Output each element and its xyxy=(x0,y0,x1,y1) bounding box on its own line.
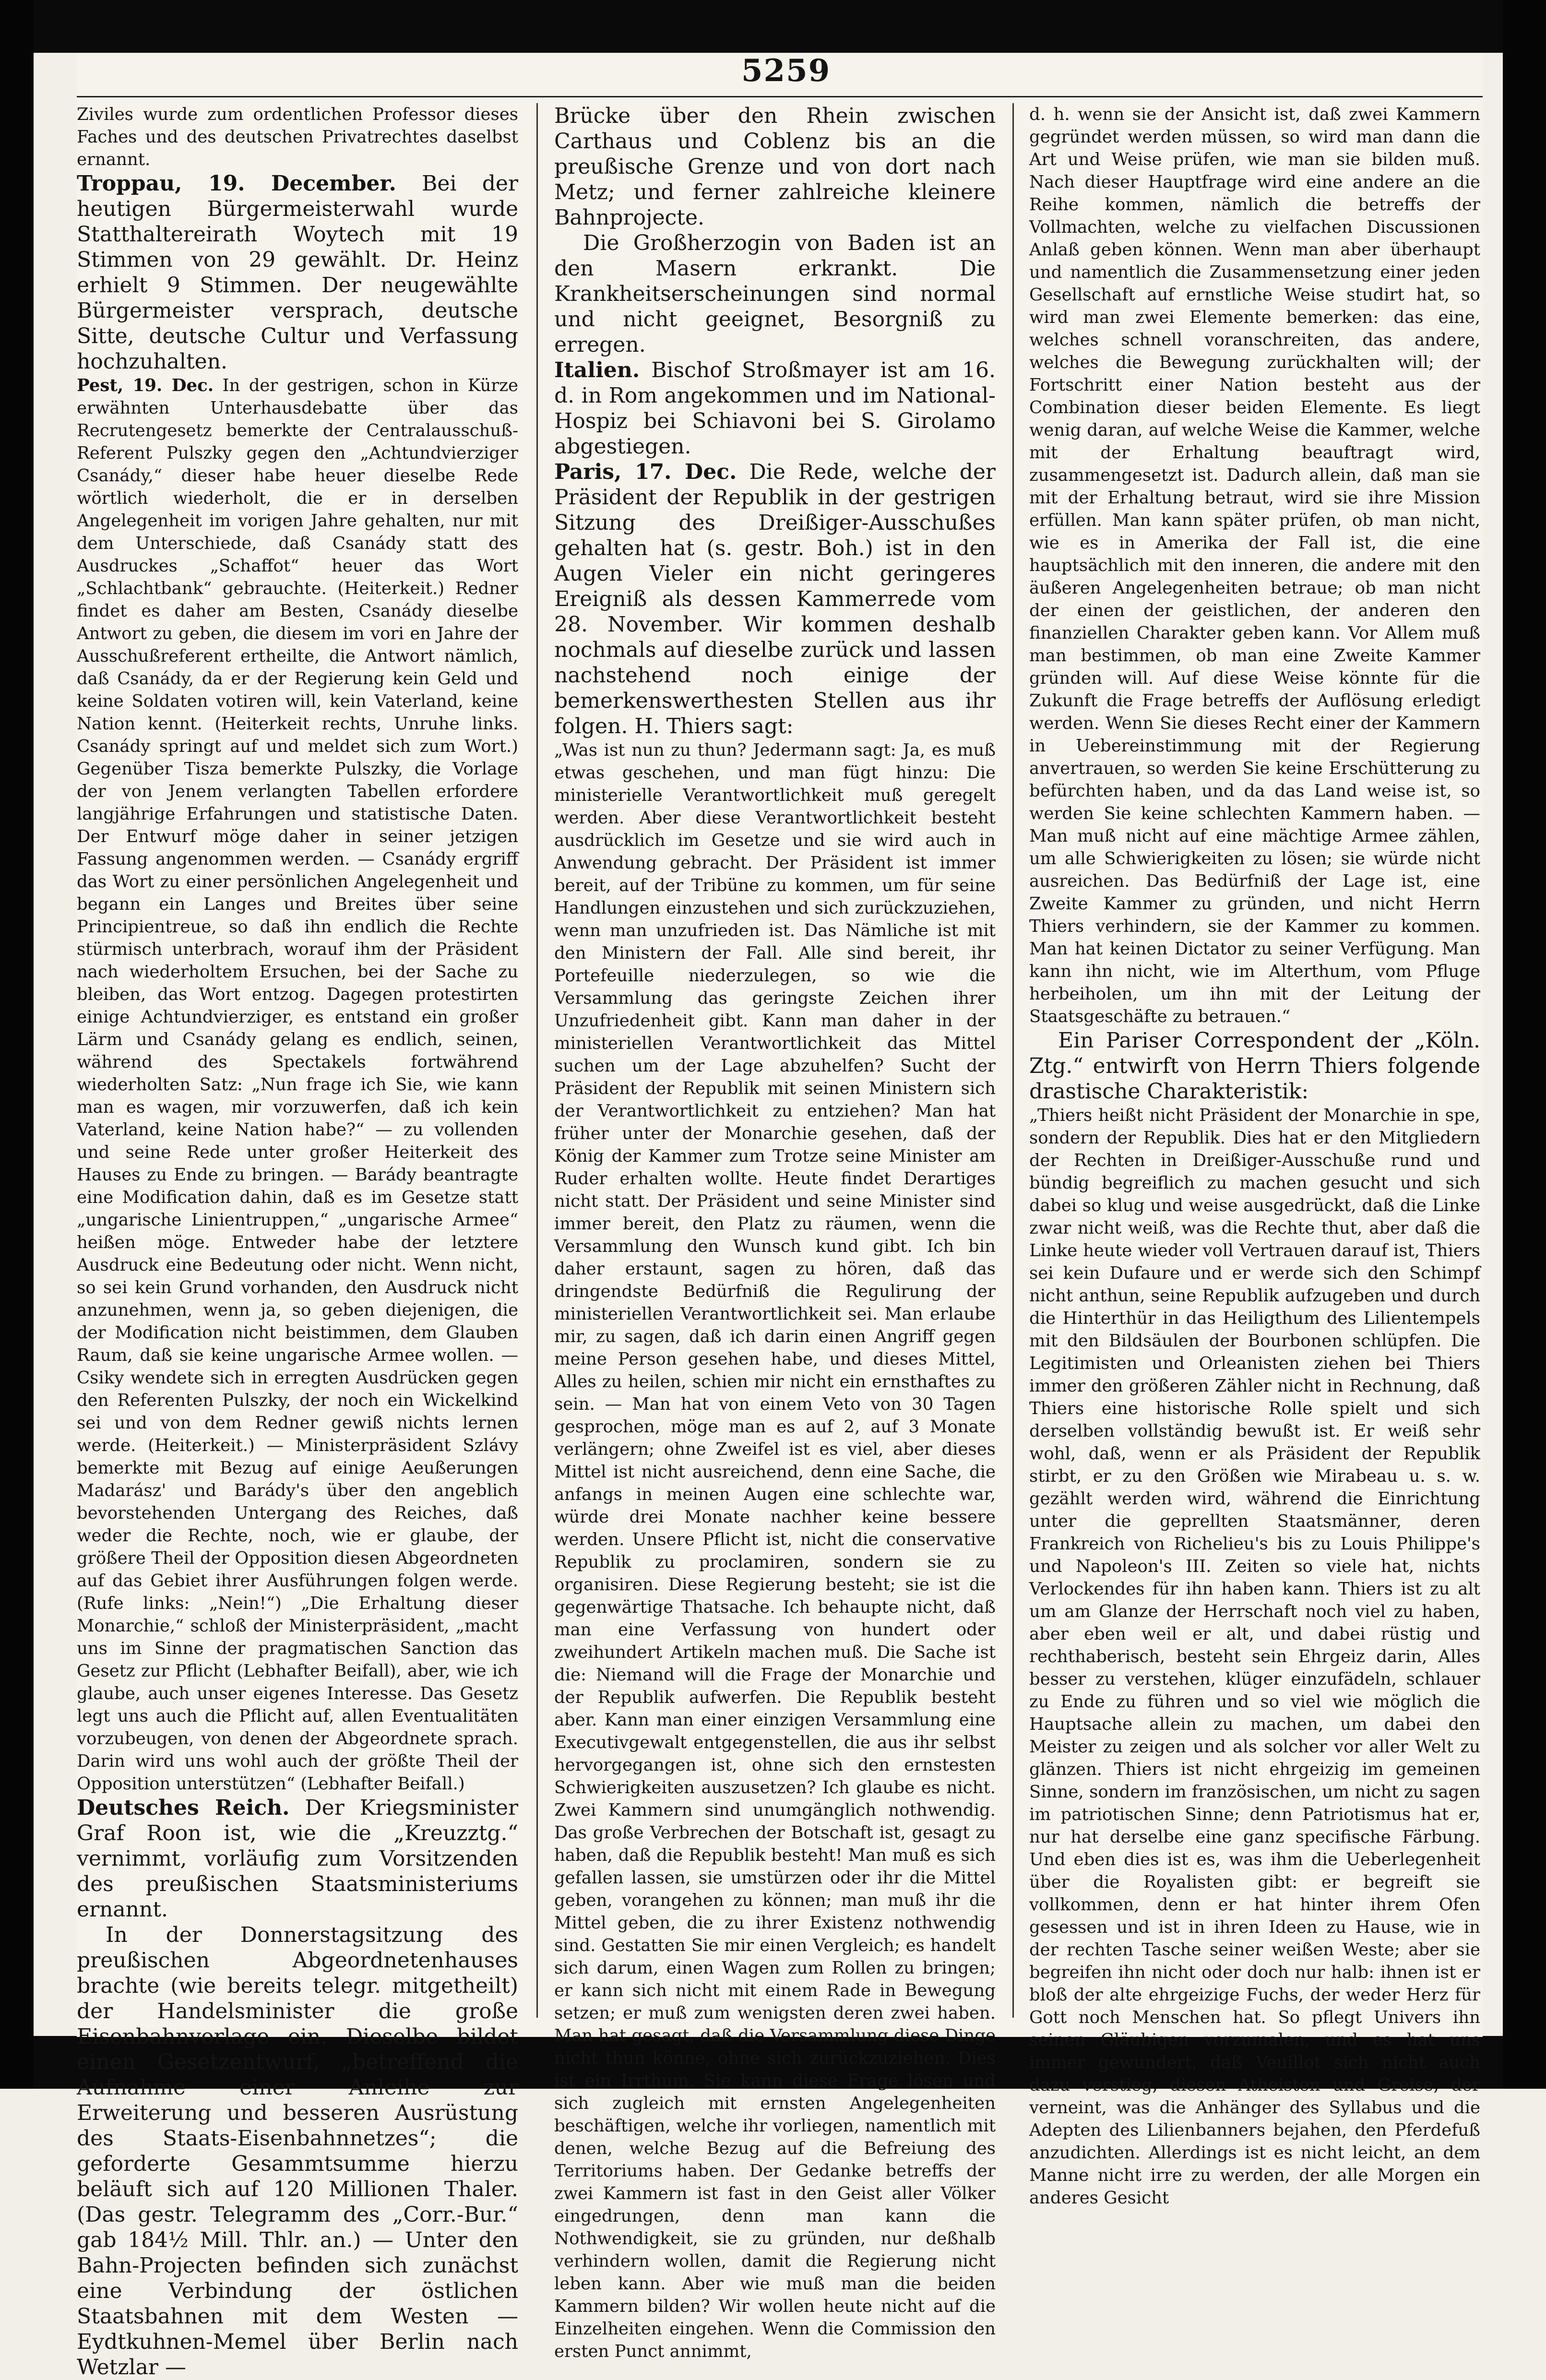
column-3 xyxy=(1029,103,1480,2208)
article-text: „Was ist nun zu thun? Jedermann sagt: Ja, es muß etwas geschehen, und man fügt hinzu: Die ministerielle Verantwortlichkeit muß geregelt werden. Aber diese Verantwortlichkeit besteht ausdrücklich im Gesetze und sie wird auch in Anwendung gebracht. Der Präsident ist immer bereit, auf der Tribüne zu kommen, um für seine Handlungen einzustehen und sich zurückzuziehen, wenn man unzufrieden ist. Das Nämliche ist mit den Ministern der Fall. Alle sind bereit, ihr Portefeuille niederzulegen, so wie die Versammlung das geringste Zeichen ihrer Unzufriedenheit gibt. Kann man daher in der ministeriellen Verantwortlichkeit das Mittel suchen um der Lage abzuhelfen? Sucht der Präsident der Republik mit seinen Ministern sich der Verantwortlichkeit zu entziehen? Man hat früher unter der Monarchie gesehen, daß der König der Kammer zum Trotze seine Minister am Ruder erhalten wollte. Heute findet Derartiges nicht statt. Der Präsident und seine Minister sind immer bereit, den Platz zu räumen, wenn die Versammlung den Wunsch kund gibt. Ich bin daher erstaunt, sagen zu hören, daß das dringendste Bedürfniß die Regulirung der ministeriellen Verantwortlichkeit sei. Man erlaube mir, zu sagen, daß ich darin einen Angriff gegen meine Person gesehen habe, und dieses Mittel, Alles zu heilen, schien mir nicht ein ernsthaftes zu sein. — Man hat von einem Veto von 30 Tagen gesprochen, möge man es auf 2, auf 3 Monate verlängern; ohne Zweifel ist es viel, aber dieses Mittel ist nicht ausreichend, denn eine Sache, die anfangs in meinen Augen eine schlechte war, würde drei Monate nachher keine bessere werden. Unsere Pflicht ist, nicht die conservative Republik zu proclamiren, sondern sie zu organisiren. Diese Regierung besteht; sie ist die gegenwärtige Thatsache. Ich behaupte nicht, daß man eine Verfassung von hundert oder zweihundert Artikeln machen muß. Die Sache ist die: Niemand will die Frage der Monarchie und der Republik aufwerfen. Die Republik besteht aber. Kann man einer einzigen Versammlung eine Executivgewalt entgegenstellen, die aus ihr selbst hervorgegangen ist, ohne sich den ernstesten Schwierigkeiten auszusetzen? Ich glaube es nicht. Zwei Kammern sind unumgänglich nothwendig. Das große Verbrechen der Botschaft ist, gesagt zu haben, daß die Republik besteht! Man muß es sich gefallen lassen, sie umstürzen oder ihr die Mittel geben, vorangehen zu können; man muß ihr die Mittel geben, die zu ihrer Existenz nothwendig sind. Gestatten Sie mir einen Vergleich; es handelt sich darum, einen Wagen zum Rollen zu bringen; er kann sich nicht mit einem Rade in Bewegung setzen; er muß zum wenigsten deren zwei haben. Man hat gesagt, daß die Versammlung diese Dinge nicht thun könne, ohne sich zurückzuziehen. Dies ist ein Irrthum. Sie kann diese Frage lösen und sich zugleich mit ernsten Angelegenheiten beschäftigen, welche ihr vorliegen, namentlich mit denen, welche Bezug auf die Befreiung des Territoriums haben. Der Gedanke betreffs der zwei Kammern ist fast in den Geist aller Völker eingedrungen, denn man kann die Nothwendigkeit, sie zu gründen, nur deßhalb verhindern wollen, damit die Regierung nicht leben kann. Aber wie muß man die beiden Kammern bilden? Wir wollen heute nicht auf die Einzelheiten eingehen. Wenn die Commission den ersten Punct annimmt, xyxy=(554,740,996,2361)
column-1 xyxy=(77,103,518,2380)
article-paragraph xyxy=(1029,103,1480,1028)
article-text: Die Großherzogin von Baden ist an den Masern erkrankt. Die Krankheitserscheinungen sind normal und nicht geeignet, Besorgniß zu erregen. xyxy=(554,231,996,357)
article-text: Ziviles wurde zum ordentlichen Professor dieses Faches und des deutschen Privatrechtes daselbst ernannt. xyxy=(77,105,518,169)
article-text: d. h. wenn sie der Ansicht ist, daß zwei Kammern gegründet werden müssen, so wird man dann die Art und Weise prüfen, wie man sie bilden muß. Nach dieser Hauptfrage wird eine andere an die Reihe kommen, nämlich die betreffs der Vollmachten, welche zu vielfachen Discussionen Anlaß geben können. Wenn man aber überhaupt und namentlich die Zusammensetzung einer jeden Gesellschaft auf ernstliche Weise studirt hat, so wird man zwei Elemente bemerken: das eine, welches schnell voranschreiten, das andere, welches die Bewegung zurückhalten will; der Fortschritt einer Nation besteht aus der Combination dieser beiden Elemente. Es liegt wenig daran, auf welche Weise die Kammer, welche mit der Erhaltung beauftragt wird, zusammengesetzt ist. Dadurch allein, daß man sie mit der Erhaltung betraut, wird sie ihre Mission erfüllen. Man kann später prüfen, ob man nicht, wie es in Amerika der Fall ist, die eine hauptsächlich mit den inneren, die andere mit den äußeren Angelegenheiten betraue; ob man nicht der einen der geistlichen, der anderen den finanziellen Charakter geben kann. Vor Allem muß man bestimmen, ob man eine Zweite Kammer gründen will. Auf diese Weise könnte für die Zukunft die Frage betreffs der Auflösung erledigt werden. Wenn Sie dieses Recht einer der Kammern in Uebereinstimmung mit der Regierung anvertrauen, so werden Sie keine Erschütterung zu befürchten haben, und da das Land weise ist, so werden Sie keine schlechten Kammern haben. — Man muß nicht auf eine mächtige Armee zählen, um alle Schwierigkeiten zu lösen; sie würde nicht ausreichen. Das Bedürfniß der Lage ist, eine Zweite Kammer zu gründen, und nicht Herrn Thiers verhindern, sie der Kammer zu kommen. Man hat keinen Dictator zu seiner Verfügung. Man kann ihn nicht, wie im Alterthum, vom Pfluge herbeiholen, um ihn mit der Leitung der Staatsgeschäfte zu betrauen.“ xyxy=(1029,105,1480,1026)
scan-border-top xyxy=(0,0,1546,53)
scan-border-right xyxy=(1503,0,1546,2089)
article-heading: Italien. xyxy=(554,358,640,382)
article-text: Bischof Stroßmayer ist am 16. d. in Rom angekommen und im National-Hospiz bei Schiavoni bei S. Girolamo abgestiegen. xyxy=(554,358,996,459)
header-rule xyxy=(77,96,1483,97)
article-text: Die Rede, welche der Präsident der Republik in der gestrigen Sitzung des Dreißiger-Ausschußes gehalten hat (s. gestr. Boh.) ist in den Augen Vieler ein nicht geringeres Ereigniß als dessen Kammerrede vom 28. November. Wir kommen deshalb nochmals auf dieselbe zurück und lassen nachstehend noch einige der bemerkenswerthesten Stellen aus ihr folgen. H. Thiers sagt: xyxy=(554,460,996,738)
article-text: Brücke über den Rhein zwischen Carthaus und Coblenz bis an die preußische Grenze und von dort nach Metz; und ferner zahlreiche kleinere Bahnprojecte. xyxy=(554,104,996,230)
article-text: Der Kriegsminister Graf Roon ist, wie die „Kreuzztg.“ vernimmt, vorläufig zum Vorsitzenden des preußischen Staatsministeriums ernannt. xyxy=(77,1796,518,1922)
article-text: Bei der heutigen Bürgermeisterwahl wurde Statthaltereirath Woytech mit 19 Stimmen von 29 gewählt. Dr. Heinz erhielt 9 Stimmen. Der neugewählte Bürgermeister versprach, deutsche Sitte, deutsche Cultur und Verfassung hochzuhalten. xyxy=(77,171,518,374)
article-paragraph xyxy=(77,374,518,1795)
article-paragraph xyxy=(554,739,996,2363)
article-heading: Troppau, 19. December. xyxy=(77,171,396,196)
article-paragraph xyxy=(554,357,996,459)
article-heading: Deutsches Reich. xyxy=(77,1796,290,1820)
column-divider xyxy=(1012,103,1014,2018)
newspaper-page xyxy=(77,53,1483,2380)
article-paragraph xyxy=(554,103,996,230)
scan-border-left xyxy=(0,0,34,2089)
article-paragraph xyxy=(77,103,518,171)
article-heading: Paris, 17. Dec. xyxy=(554,460,737,484)
article-text: In der Donnerstagsitzung des preußischen Abgeordnetenhauses brachte (wie bereits telegr. mitgetheilt) der Handelsminister die große Eisenbahnvorlage ein. Dieselbe bildet einen Gesetzentwurf, „betreffend die Aufnahme einer Anleihe zur Erweiterung und besseren Ausrüstung des Staats-Eisenbahnnetzes“; die geforderte Gesammtsumme hierzu beläuft sich auf 120 Millionen Thaler. (Das gestr. Telegramm des „Corr.-Bur.“ gab 184½ Mill. Thlr. an.) — Unter den Bahn-Projecten befinden sich zunächst eine Verbindung der östlichen Staatsbahnen mit dem Westen — Eydtkuhnen-Memel über Berlin nach Wetzlar — xyxy=(77,1923,518,2380)
article-paragraph xyxy=(77,1795,518,1922)
article-text: „Thiers heißt nicht Präsident der Monarchie in spe, sondern der Republik. Dies hat er den Mitgliedern der Rechten in Dreißiger-Ausschuße rund und bündig begreiflich zu machen gesucht und sich dabei so klug und weise ausgedrückt, daß die Linke zwar nicht weiß, was die Rechte thut, aber daß die Linke heute wieder voll Vertrauen darauf ist, Thiers sei kein Dufaure und er werde sich den Schimpf nicht anthun, seine Republik aufzugeben und durch die Hinterthür in das Heiligthum des Lilientempels mit den Bildsäulen der Bourbonen schlüpfen. Die Legitimisten und Orleanisten ziehen bei Thiers immer den größeren Zähler nicht in Rechnung, daß Thiers eine historische Rolle spielt und sich derselben vollständig bewußt ist. Er weiß sehr wohl, daß, wenn er als Präsident der Republik stirbt, er zu den Größen wie Mirabeau u. s. w. gezählt werden wird, während die Einrichtung unter die geprellten Staatsmänner, deren Frankreich von Richelieu's bis zu Louis Philippe's und Napoleon's III. Zeiten so viele hat, nichts Verlockendes für ihn haben kann. Thiers ist zu alt um am Glanze der Herrschaft noch viel zu haben, aber eben weil er alt, und dabei rüstig und rechthaberisch, besteht sein Ehrgeiz darin, Alles besser zu verstehen, klüger einzufädeln, schlauer zu Ende zu führen und so viel wie möglich die Hauptsache allein zu machen, um dabei den Meister zu zeigen und als solcher vor aller Welt zu glänzen. Thiers ist nicht ehrgeizig im gemeinen Sinne, sondern im französischen, um nicht zu sagen im patriotischen Sinne; denn Patriotismus hat er, nur hat derselbe eine ganz specifische Färbung. Und eben dies ist es, was ihm die Ueberlegenheit über die Royalisten gibt: er begreift sie vollkommen, denn er hat hinter ihrem Ofen gesessen und ist in ihren Ideen zu Hause, wie in der rechten Tasche seiner weißen Weste; aber sie begreifen ihn nicht oder doch nur halb: ihnen ist er bloß der alte ehrgeizige Fuchs, der weder Herz für Gott noch Menschen hat. So pflegt Univers ihn seinen Gläubigen vorzumalen, und es hat uns immer gewundert, daß Veuillot sich nicht auch dazu verstieg, diesen Atheisten und Greise, der verneint, was die Anhänger des Syllabus und die Adepten des Lilienbanners bejahen, den Pferdefuß anzudichten. Allerdings ist es nicht leicht, an dem Manne nicht irre zu werden, der alle Morgen ein anderes Gesicht xyxy=(1029,1106,1480,2208)
article-paragraph xyxy=(1029,1104,1480,2209)
page-number: 5259 xyxy=(741,53,831,89)
article-text: In der gestrigen, schon in Kürze erwähnten Unterhausdebatte über das Recrutengesetz bemerkte der Centralausschuß-Referent Pulszky gegen den „Achtundvierziger Csanády,“ dieser habe heuer dieselbe Rede wörtlich wiederholt, die er in derselben Angelegenheit im vorigen Jahre gehalten, nur mit dem Unterschiede, daß Csanády statt des Ausdruckes „Schaffot“ heuer das Wort „Schlachtbank“ gebrauchte. (Heiterkeit.) Redner findet es daher am Besten, Csanády dieselbe Antwort zu geben, die diesem im vori en Jahre der Ausschußreferent ertheilte, die Antwort nämlich, daß Csanády, da er der Regierung kein Geld und keine Soldaten votiren will, kein Vaterland, keine Nation kennt. (Heiterkeit rechts, Unruhe links. Csanády springt auf und meldet sich zum Wort.) Gegenüber Tisza bemerkte Pulszky, die Vorlage der von Jenem verlangten Tabellen erfordere langjährige Erfahrungen und statistische Daten. Der Entwurf möge daher in seiner jetzigen Fassung angenommen werden. — Csanády ergriff das Wort zu einer persönlichen Angelegenheit und begann ein Langes und Breites über seine Principientreue, so daß ihn endlich die Rechte stürmisch unterbrach, worauf ihm der Präsident nach wiederholtem Ersuchen, bei der Sache zu bleiben, das Wort entzog. Dagegen protestirten einige Achtundvierziger, es entstand ein großer Lärm und Csanády gelang es endlich, seinen, während des Spectakels fortwährend wiederholten Satz: „Nun frage ich Sie, wie kann man es wagen, mir vorzuwerfen, daß ich kein Vaterland, keine Nation habe?“ — zu vollenden und seine Rede unter großer Heiterkeit des Hauses zu Ende zu bringen. — Barády beantragte eine Modification dahin, daß es im Gesetze statt „ungarische Linientruppen,“ „ungarische Armee“ heißen möge. Entweder habe der letztere Ausdruck eine Bedeutung oder nicht. Wenn nicht, so sei kein Grund vorhanden, den Ausdruck nicht anzunehmen, wenn ja, so geben diejenigen, die der Modification nicht beistimmen, dem Glauben Raum, daß sie keine ungarische Armee wollen. — Csiky wendete sich in erregten Ausdrücken gegen den Referenten Pulszky, der noch ein Wickelkind sei und von dem Redner gewiß nichts lernen werde. (Heiterkeit.) — Ministerpräsident Szlávy bemerkte mit Bezug auf einige Aeußerungen Madarász' und Barády's über den angeblich bevorstehenden Untergang des Reiches, daß weder die Rechte, noch, wie er glaube, der größere Theil der Opposition diesen Abgeordneten auf das Gebiet ihrer Ausführungen folgen werde. (Rufe links: „Nein!“) „Die Erhaltung dieser Monarchie,“ schloß der Ministerpräsident, „macht uns im Sinne der pragmatischen Sanction das Gesetz zur Pflicht (Lebhafter Beifall), aber, wie ich glaube, auch unser eigenes Interesse. Das Gesetz legt uns auch die Pflicht auf, allen Eventualitäten vorzubeugen, von denen der Abgeordnete sprach. Darin wird uns wohl auch der größte Theil der Opposition unterstützen“ (Lebhafter Beifall.) xyxy=(77,376,518,1794)
article-paragraph xyxy=(77,171,518,374)
article-paragraph xyxy=(77,1922,518,2380)
article-paragraph xyxy=(554,230,996,357)
article-paragraph xyxy=(1029,1028,1480,1104)
article-text: Ein Pariser Correspondent der „Köln. Ztg.“ entwirft von Herrn Thiers folgende drastische Charakteristik: xyxy=(1029,1028,1480,1104)
article-paragraph xyxy=(554,459,996,739)
column-divider xyxy=(536,103,538,2018)
column-2 xyxy=(554,103,996,2361)
article-heading: Pest, 19. Dec. xyxy=(77,376,214,395)
